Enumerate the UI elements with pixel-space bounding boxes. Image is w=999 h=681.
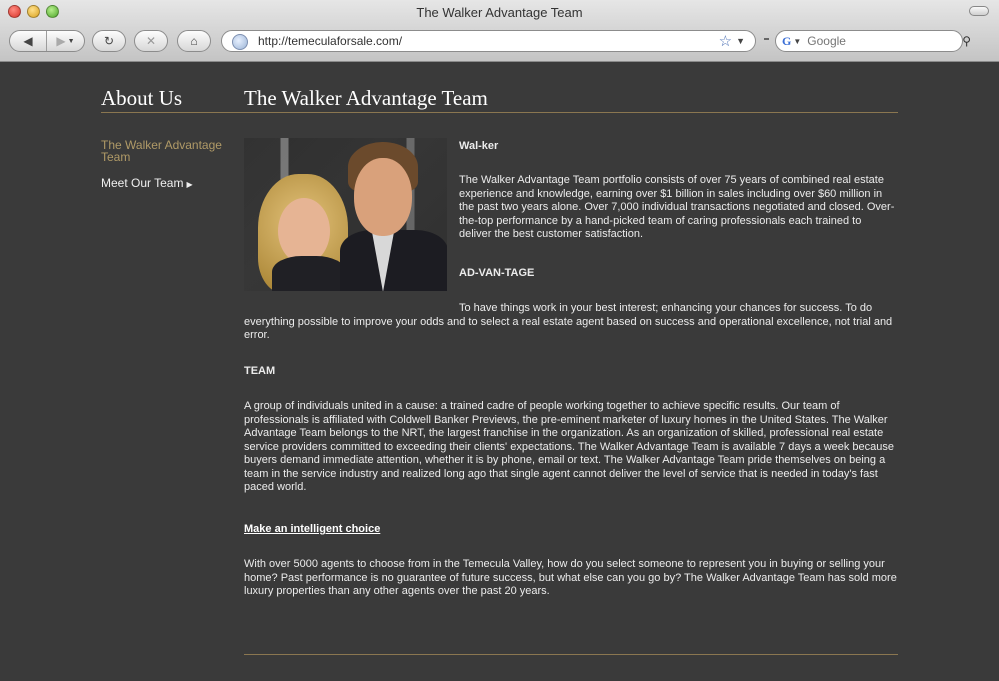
back-button[interactable] [10,31,47,51]
intelligent-choice-link[interactable]: Make an intelligent choice [244,523,381,535]
search-input[interactable] [807,34,962,48]
url-dropdown-icon[interactable]: ▼ [736,36,745,46]
walker-heading: Wal-ker [459,140,499,152]
sidebar-nav [101,139,231,190]
sidebar-item-walker-advantage-team[interactable]: The Walker Advantage Team [101,138,222,164]
site-identity-icon[interactable] [232,34,248,50]
header-divider [101,112,898,113]
reload-button[interactable] [92,30,126,52]
browser-chrome [0,0,999,62]
team-heading: TEAM [244,365,276,377]
toolbar-separator [764,38,769,40]
stop-button[interactable] [134,30,168,52]
advantage-heading: AD-VAN-TAGE [459,267,535,279]
back-arrow-icon: ◀ [23,34,33,48]
history-dropdown-icon: ▼ [67,37,75,45]
stop-icon: ✕ [145,34,157,48]
web-page [0,62,999,681]
forward-button[interactable] [47,31,84,51]
team-paragraph: A group of individuals united in a cause: a trained cadre of people working together to achieve specific results. Our team of professionals is affiliated with Coldwell Banker Previews, the pre-eminent marketer of luxury homes in the United States. The Walker Advantage Team belongs to the NRT, the largest franchise in the organization. As an organization of skilled, professional real estate service providers committed to exceeding their clients' expectations. The Walker Advantage Team is available 7 days a week because buyers demand immediate attention, whether it is by phone, email or text. The Walker Advantage Team pride themselves on being a team in the service industry and realized long ago that single agent cannot deliver the level of service that is needed in today's fast paced world. [244,400,895,493]
reload-icon: ↻ [103,34,115,48]
chevron-right-icon: ▶ [186,180,193,189]
footer-divider [244,654,898,655]
sidebar-item-meet-our-team[interactable] [101,176,231,190]
window-title: The Walker Advantage Team [416,5,583,20]
back-forward-group [9,30,85,52]
walker-paragraph: The Walker Advantage Team portfolio consists of over 75 years of combined real estate experience and knowledge, earning over $1 billion in sales including over $60 million in the past two years alone. Over 7,000 individual transactions negotiated and closed. Over-the-top performance by a hand-picked team of caring professionals each trained to deliver the best customer satisfaction. [459,174,895,240]
advantage-paragraph: To have things work in your best interest; enhancing your chances for success. To do everything possible to improve your odds and to select a real estate agent based on success and operational excellence, not trial and error. [244,302,893,341]
address-bar[interactable] [221,30,756,52]
home-icon: ⌂ [190,34,198,48]
home-button[interactable] [177,30,211,52]
sidebar-item-label: Meet Our Team [101,176,184,190]
url-text: http://temeculaforsale.com/ [258,34,403,48]
toolbar-toggle-button[interactable] [969,6,989,16]
choice-paragraph: With over 5000 agents to choose from in the Temecula Valley, how do you select someone to represent you in buying or selling your home? Past performance is no guarantee of future success, but what else can you go by? The Walker Advantage Team has sold more luxury properties than any other agents over the past 20 years. [244,558,897,597]
search-engine-icon[interactable]: G [782,33,792,48]
sidebar-title: About Us [101,86,183,110]
search-box[interactable] [775,30,972,52]
forward-arrow-icon: ▶ [56,34,66,48]
team-photo [244,138,447,291]
page-title: The Walker Advantage Team [244,86,488,110]
search-icon[interactable]: ⚲ [962,34,972,48]
bookmark-star-icon[interactable]: ☆ [718,33,733,50]
search-engine-dropdown-icon[interactable]: ▼ [793,36,802,46]
